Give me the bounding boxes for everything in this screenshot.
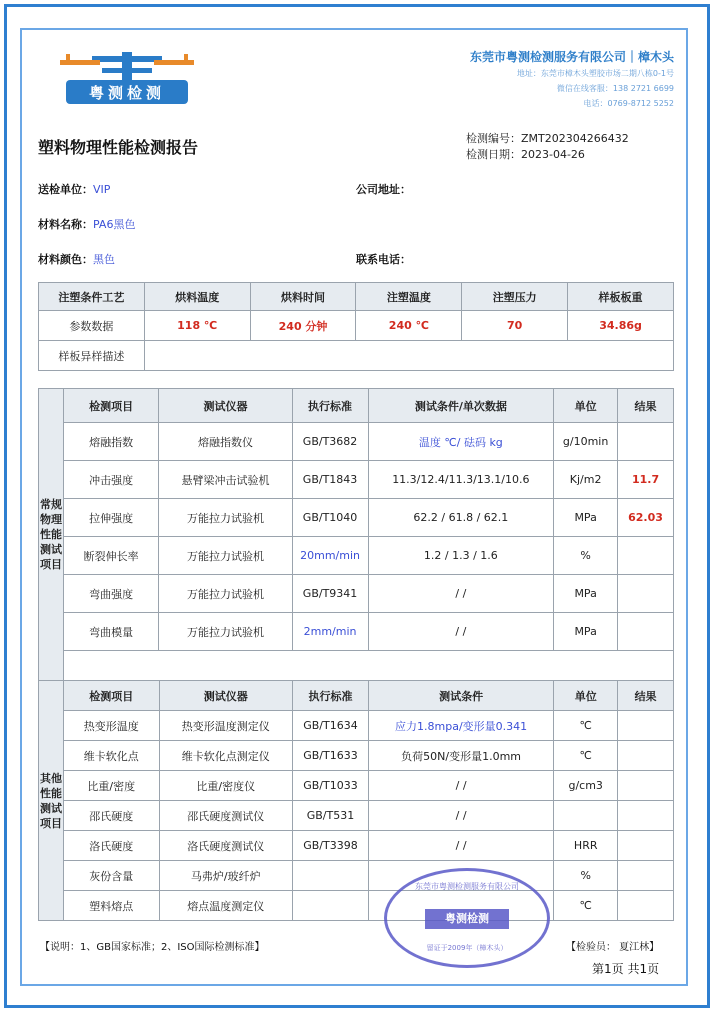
- material-row: [38, 213, 135, 232]
- test-result: [618, 891, 674, 921]
- other-header: 测试条件: [368, 681, 553, 711]
- other-header: 执行标准: [293, 681, 369, 711]
- report-number-value: ZMT202304266432: [521, 132, 629, 145]
- molding-desc-value: [144, 341, 673, 371]
- test-standard: [293, 891, 369, 921]
- test-standard: GB/T1843: [292, 461, 368, 499]
- table-row: [39, 613, 674, 651]
- table-row: [39, 891, 674, 921]
- logo-text: 粤测检测: [88, 84, 165, 102]
- table-row: [39, 771, 674, 801]
- test-instrument: 熔融指数仪: [159, 423, 292, 461]
- molding-value: 240 ℃: [356, 311, 462, 341]
- report-date-value: 2023-04-26: [521, 148, 585, 161]
- molding-header: 注塑压力: [462, 283, 568, 311]
- molding-value: 70: [462, 311, 568, 341]
- other-table: [38, 680, 674, 921]
- other-header: 测试仪器: [159, 681, 292, 711]
- test-standard: 2mm/min: [292, 613, 368, 651]
- test-condition: 温度 ℃/ 砝码 kg: [368, 423, 554, 461]
- test-instrument: 悬臂梁冲击试验机: [159, 461, 292, 499]
- molding-value: 34.86g: [568, 311, 674, 341]
- test-standard: GB/T9341: [292, 575, 368, 613]
- molding-value: 118 ℃: [144, 311, 250, 341]
- test-condition: 应力1.8mpa/变形量0.341: [368, 711, 553, 741]
- other-side-label: 其他性能测试项目: [39, 681, 64, 921]
- conventional-header: 单位: [554, 389, 618, 423]
- conventional-side-label: 常规物理性能测试项目: [39, 389, 64, 681]
- company-address-row: [356, 178, 411, 197]
- test-item: 弯曲强度: [63, 575, 158, 613]
- test-item: 灰份含量: [63, 861, 159, 891]
- test-item: 熔融指数: [63, 423, 158, 461]
- table-row: [39, 831, 674, 861]
- report-number-label: 检测编号：: [466, 132, 521, 145]
- test-unit: MPa: [554, 575, 618, 613]
- test-unit: g/10min: [554, 423, 618, 461]
- test-result: [618, 537, 674, 575]
- sender-label: 送检单位：: [38, 183, 93, 196]
- test-unit: g/cm3: [554, 771, 618, 801]
- test-unit: Kj/m2: [554, 461, 618, 499]
- report-date: [466, 146, 585, 162]
- test-condition: 负荷50N/变形量1.0mm: [368, 741, 553, 771]
- footer-note: 【说明：1、GB国家标准；2、ISO国际检测标准】: [40, 942, 265, 953]
- test-result: [618, 575, 674, 613]
- test-result: [618, 771, 674, 801]
- page-number: 第1页 共1页: [592, 962, 660, 976]
- test-standard: GB/T1634: [293, 711, 369, 741]
- test-instrument: 热变形温度测定仪: [159, 711, 292, 741]
- company-phone: 电话：0769-8712 5252: [583, 99, 674, 108]
- molding-data-row: [39, 311, 674, 341]
- test-result: 62.03: [618, 499, 674, 537]
- test-instrument: 万能拉力试验机: [159, 499, 292, 537]
- company-stamp: [384, 868, 550, 968]
- test-condition: 1.2 / 1.3 / 1.6: [368, 537, 554, 575]
- molding-value: 240 分钟: [250, 311, 356, 341]
- molding-header: 烘料时间: [250, 283, 356, 311]
- color-row: [38, 248, 115, 267]
- table-row: [39, 711, 674, 741]
- test-item: 断裂伸长率: [63, 537, 158, 575]
- molding-header: 注塑温度: [356, 283, 462, 311]
- test-instrument: 万能拉力试验机: [159, 575, 292, 613]
- test-condition: / /: [368, 575, 554, 613]
- color-value: 黑色: [93, 253, 115, 266]
- test-standard: GB/T1633: [293, 741, 369, 771]
- conventional-header: 结果: [618, 389, 674, 423]
- test-unit: ℃: [554, 741, 618, 771]
- report-date-label: 检测日期：: [466, 148, 521, 161]
- test-instrument: 万能拉力试验机: [159, 537, 292, 575]
- test-item: 冲击强度: [63, 461, 158, 499]
- table-row: [39, 499, 674, 537]
- report-number: [466, 130, 629, 146]
- test-unit: %: [554, 537, 618, 575]
- test-result: [618, 613, 674, 651]
- sender-row: [38, 178, 110, 197]
- test-result: [618, 801, 674, 831]
- molding-table: [38, 282, 674, 371]
- other-header: 检测项目: [63, 681, 159, 711]
- test-condition: / /: [368, 831, 553, 861]
- other-header-row: [39, 681, 674, 711]
- test-unit: HRR: [554, 831, 618, 861]
- test-standard: GB/T3398: [293, 831, 369, 861]
- test-unit: ℃: [554, 891, 618, 921]
- company-address: 地址：东莞市樟木头塑胶市场二期八栋0-1号: [516, 69, 674, 78]
- test-item: 塑料熔点: [63, 891, 159, 921]
- test-result: [618, 861, 674, 891]
- company-name: 东莞市粤测检测服务有限公司｜樟木头: [469, 50, 674, 64]
- test-condition: / /: [368, 801, 553, 831]
- conventional-header: 检测项目: [63, 389, 158, 423]
- molding-desc-label: 样板异样描述: [39, 341, 145, 371]
- conventional-table: [38, 388, 674, 681]
- test-unit: [554, 801, 618, 831]
- test-result: [618, 741, 674, 771]
- molding-header: 注塑条件工艺: [39, 283, 145, 311]
- test-result: [618, 831, 674, 861]
- test-standard: GB/T3682: [292, 423, 368, 461]
- test-item: 维卡软化点: [63, 741, 159, 771]
- test-item: 比重/密度: [63, 771, 159, 801]
- test-condition: / /: [368, 613, 554, 651]
- conventional-header-row: [39, 389, 674, 423]
- test-instrument: 熔点温度测定仪: [159, 891, 292, 921]
- test-item: 邵氏硬度: [63, 801, 159, 831]
- test-standard: GB/T531: [293, 801, 369, 831]
- test-instrument: 万能拉力试验机: [159, 613, 292, 651]
- stamp-bottom: 留证于2009年（樟木头）: [426, 944, 508, 952]
- test-standard: GB/T1040: [292, 499, 368, 537]
- other-header: 结果: [618, 681, 674, 711]
- phone-label: 联系电话：: [356, 253, 411, 266]
- table-row: [39, 537, 674, 575]
- table-row: [39, 741, 674, 771]
- report-title: 塑料物理性能检测报告: [38, 138, 199, 157]
- table-row: [39, 801, 674, 831]
- molding-header-row: [39, 283, 674, 311]
- conventional-header: 测试条件/单次数据: [368, 389, 554, 423]
- test-standard: GB/T1033: [293, 771, 369, 801]
- test-item: 热变形温度: [63, 711, 159, 741]
- test-condition: 11.3/12.4/11.3/13.1/10.6: [368, 461, 554, 499]
- stamp-text: 东莞市粤测检测服务有限公司: [415, 882, 519, 891]
- test-item: 拉伸强度: [63, 499, 158, 537]
- test-condition: / /: [368, 771, 553, 801]
- test-condition: 62.2 / 61.8 / 62.1: [368, 499, 554, 537]
- spacer-row: [39, 651, 674, 681]
- test-instrument: 洛氏硬度测试仪: [159, 831, 292, 861]
- molding-desc-row: [39, 341, 674, 371]
- test-item: 洛氏硬度: [63, 831, 159, 861]
- footer-inspector: 【检验员： 夏江林】: [566, 942, 660, 953]
- stamp-center: 粤测检测: [425, 909, 509, 929]
- company-logo: [52, 46, 202, 108]
- color-label: 材料颜色：: [38, 253, 93, 266]
- test-instrument: 马弗炉/玻纤炉: [159, 861, 292, 891]
- test-standard: 20mm/min: [292, 537, 368, 575]
- test-unit: %: [554, 861, 618, 891]
- sender-value: VIP: [93, 183, 111, 196]
- table-row: [39, 861, 674, 891]
- test-instrument: 比重/密度仪: [159, 771, 292, 801]
- test-result: 11.7: [618, 461, 674, 499]
- test-instrument: 邵氏硬度测试仪: [159, 801, 292, 831]
- table-row: [39, 423, 674, 461]
- phone-row: [356, 248, 411, 267]
- test-result: [618, 711, 674, 741]
- company-address-label: 公司地址：: [356, 183, 411, 196]
- spacer-cell: [63, 651, 673, 681]
- test-item: 弯曲模量: [63, 613, 158, 651]
- company-wechat: 微信在线客服：138 2721 6699: [556, 84, 674, 93]
- molding-header: 样板板重: [568, 283, 674, 311]
- table-row: [39, 575, 674, 613]
- molding-header: 烘料温度: [144, 283, 250, 311]
- test-instrument: 维卡软化点测定仪: [159, 741, 292, 771]
- test-unit: ℃: [554, 711, 618, 741]
- molding-row-label: 参数数据: [39, 311, 145, 341]
- test-result: [618, 423, 674, 461]
- material-label: 材料名称：: [38, 218, 93, 231]
- conventional-header: 测试仪器: [159, 389, 292, 423]
- table-row: [39, 461, 674, 499]
- conventional-header: 执行标准: [292, 389, 368, 423]
- test-unit: MPa: [554, 499, 618, 537]
- material-value: PA6黑色: [93, 218, 136, 231]
- test-standard: [293, 861, 369, 891]
- other-header: 单位: [554, 681, 618, 711]
- test-unit: MPa: [554, 613, 618, 651]
